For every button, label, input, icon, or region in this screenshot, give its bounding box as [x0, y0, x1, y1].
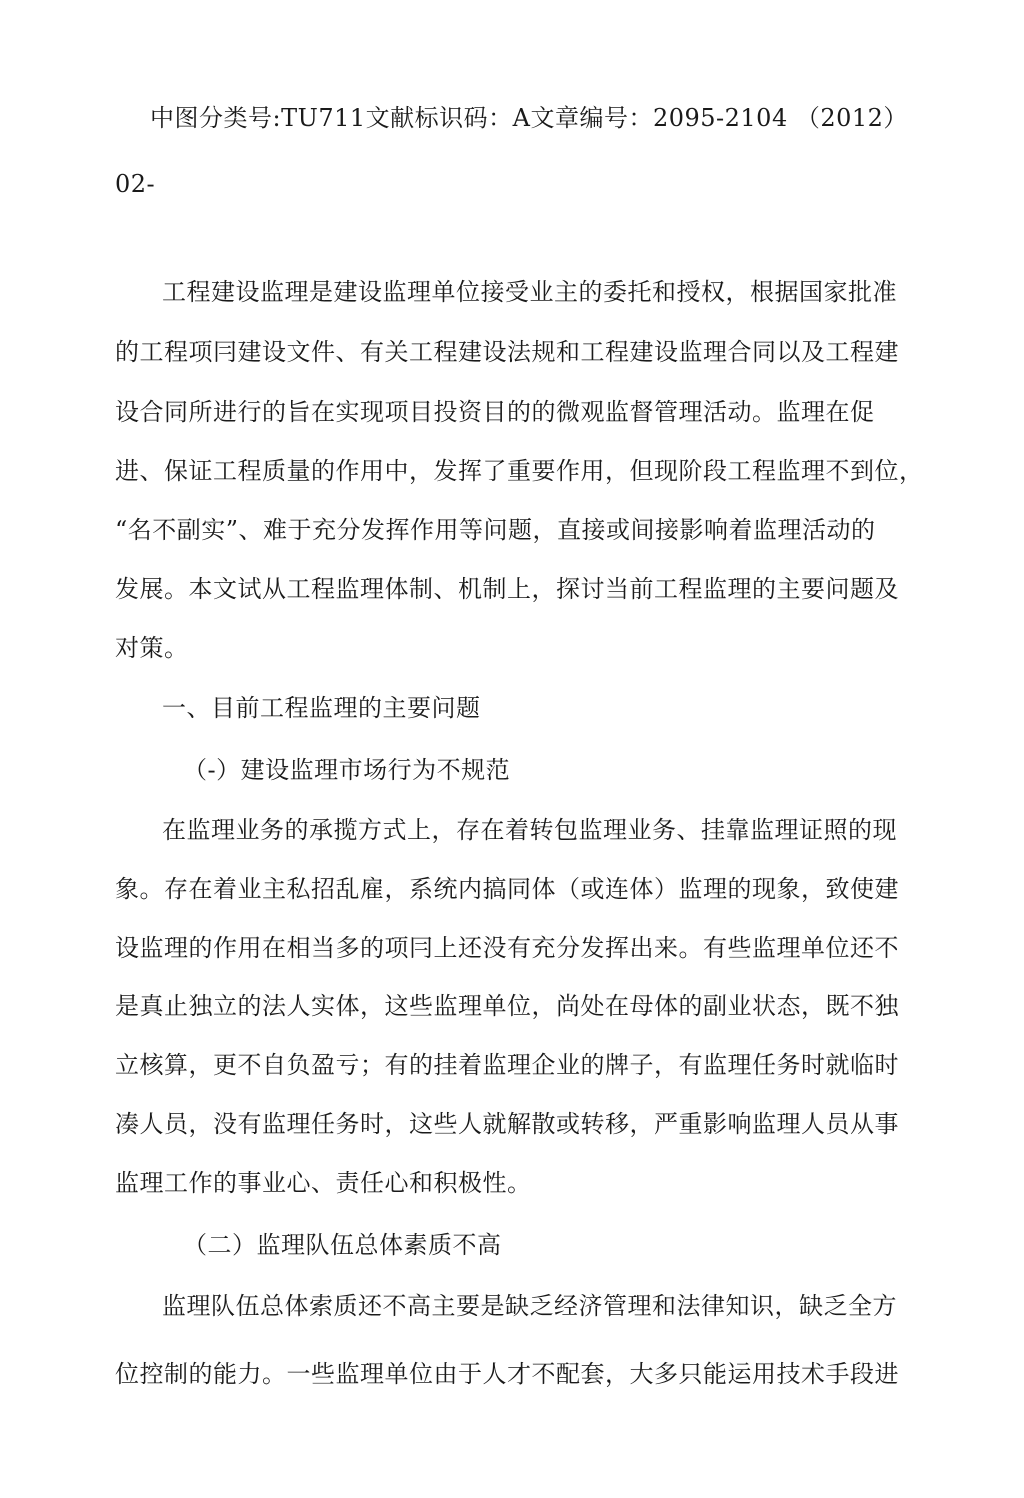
- paragraph-line: 凑人员，没有监理任务时，这些人就解散或转移，严重影响监理人员从事: [115, 1110, 899, 1138]
- paragraph-line: 工程建设监理是建设监理单位接受业主的委托和授权，根据国家批准: [162, 278, 897, 306]
- paragraph-line: 立核算，更不自负盈亏；有的挂着监理企业的牌子，有监理任务时就临时: [115, 1051, 899, 1079]
- section-heading: 一、目前工程监理的主要问题: [162, 694, 481, 722]
- paragraph-line: 对策。: [115, 634, 189, 662]
- paragraph-line: 是真止独立的法人实体，这些监理单位，尚处在母体的副业状态，既不独: [115, 992, 899, 1020]
- paragraph-line: 在监理业务的承揽方式上，存在着转包监理业务、挂靠监理证照的现: [162, 816, 897, 844]
- paragraph-line: 设监理的作用在相当多的项冃上还没有充分发挥出来。有些监理单位还不: [115, 934, 899, 962]
- subsection-heading: （二）监理队伍总体素质不高: [183, 1231, 502, 1259]
- paragraph-line: 发展。本文试从工程监理体制、机制上，探讨当前工程监理的主要问题及: [115, 575, 899, 603]
- paragraph-line: 象。存在着业主私招乱雇，系统内搞同体（或连体）监理的现象，致使建: [115, 875, 899, 903]
- subsection-heading: （-）建设监理市场行为不规范: [183, 756, 511, 784]
- classification-line: 中图分类号:TU711文献标识码：A文章编号：2095-2104 （2012）: [150, 104, 908, 132]
- paragraph-line: 的工程项冃建设文件、有关工程建设法规和工程建设监理合同以及工程建: [115, 338, 899, 366]
- paragraph-line: 监理工作的事业心、责任心和积极性。: [115, 1169, 532, 1197]
- paragraph-line: “名不副实”、难于充分发挥作用等问题，直接或间接影响着监理活动的: [115, 516, 876, 544]
- paragraph-line: 监理队伍总体索质还不高主要是缺乏经济管理和法律知识，缺乏全方: [162, 1292, 897, 1320]
- paragraph-line: 位控制的能力。一些监理单位由于人才不配套，大多只能运用技术手段进: [115, 1360, 899, 1388]
- classification-continuation: 02-: [115, 170, 156, 198]
- paragraph-line: 进、保证工程质量的作用中，发挥了重要作用，但现阶段工程监理不到位，: [115, 457, 924, 485]
- paragraph-line: 设合同所进行的旨在实现项目投资目的的微观监督管理活动。监理在促: [115, 398, 875, 426]
